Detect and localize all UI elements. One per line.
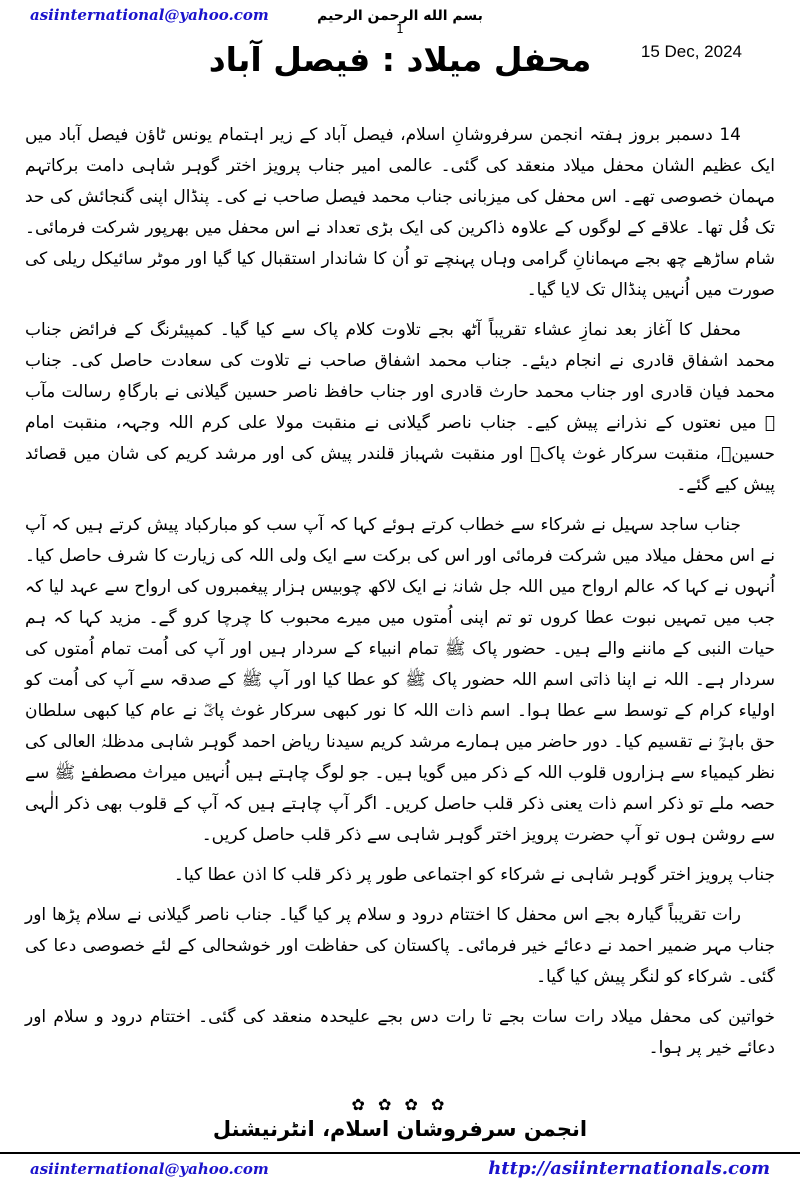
paragraph-5: رات تقریباً گیارہ بجے اس محفل کا اختتام درود و سلام پر کیا گیا۔ جناب ناصر گیلانی نے سلام پڑھا اور جناب مہر ضمیر احمد نے دعائے خیر فرمائی۔ پاکستان کی حفاظت اور خوشحالی کے لئے خصوصی دعا کی گئی۔ شرکاء کو لنگر پیش کیا گیا۔	[25, 905, 775, 987]
paragraph-6: خواتین کی محفل میلاد رات سات بجے تا رات دس بجے علیحدہ منعقد کی گئی۔ اختتام درود و سلام اور دعائے خیر پر ہوا۔	[25, 1007, 775, 1058]
footer-email-link[interactable]: asiinternational@yahoo.com	[30, 1160, 269, 1178]
paragraph-2: محفل کا آغاز بعد نمازِ عشاء تقریباً آٹھ بجے تلاوت کلام پاک سے کیا گیا۔ کمپیئرنگ کے فرائض جناب محمد اشفاق قادری نے انجام دیئے۔ جناب محمد اشفاق صاحب نے تلاوت کی سعادت حاصل کی۔ جناب محمد فیان قادری اور جناب محمد حارث قادری اور جناب حافظ ناصر حسین گیلانی نے بارگاہِ رسالت مآب ﷺ میں نعتوں کے نذرانے پیش کیے۔ جناب ناصر گیلانی نے منقبت مولا علی کرم اللہ وجہہ، منقبت امام حسینؑ، منقبت سرکار غوث پاکؓ اور منقبت شہباز قلندر پیش کی اور مرشد کریم کی شان میں قصائد پیش کیے گئے۔	[25, 320, 775, 495]
bismillah-block	[0, 8, 800, 35]
page-title: محفل میلاد : فیصل آباد	[208, 40, 592, 79]
paragraph-3: جناب ساجد سہیل نے شرکاء سے خطاب کرتے ہوئے کہا کہ آپ سب کو مبارکباد پیش کرتے ہیں کہ آپ نے اس محفل میلاد میں شرکت فرمائی اور اس کی برکت سے ایک ولی اللہ کی زیارت کا شرف حاصل کیا۔ اُنہوں نے کہا کہ عالم ارواح میں اللہ جل شانہٗ نے ایک لاکھ چوبیس ہزار پیغمبروں کی ارواح سے عہد لیا کہ جب میں تمہیں نبوت عطا کروں تو تم اپنی اُمتوں میں میرے محبوب کا چرچا کرو گے۔ مزید کہا کہ ہم حیات النبی کے ماننے والے ہیں۔ حضور پاک ﷺ تمام انبیاء کے سردار ہیں اور آپ کی اُمت تمام اُمتوں کی سردار ہے۔ اللہ نے اپنا ذاتی اسم اللہ حضور پاک ﷺ کو عطا کیا اور آپ ﷺ کے صدقہ سے آپ کی اُمت کو اولیاء کرام کے توسط سے عطا ہوا۔ اسم ذات اللہ کا نور کبھی سرکار غوث پاکؓ نے عام کیا کبھی سلطان حق باہوؒ نے تقسیم کیا۔ دور حاضر میں ہمارے مرشد کریم سیدنا ریاض احمد گوہر شاہی مدظلہٗ العالی کی نظر کیمیاء سے ہزاروں قلوب اللہ کے ذکر میں گویا ہیں۔ جو لوگ چاہتے ہیں اُنہیں میراث مصطفےٰ ﷺ سے حصہ ملے تو ذکر اسم ذات یعنی ذکر قلب حاصل کریں۔ اگر آپ چاہتے ہیں کہ آپ کے قلوب بھی ذکر الٰہی سے روشن ہوں تو آپ حضرت پرویز اختر گوہر شاہی سے ذکر قلب حاصل کریں۔	[25, 515, 775, 845]
article-body	[25, 120, 775, 1073]
footer-website-link[interactable]: http://asiinternationals.com	[488, 1158, 770, 1179]
footer-divider	[0, 1152, 800, 1154]
document-date: 15 Dec, 2024	[640, 42, 742, 61]
paragraph-1: 14 دسمبر بروز ہفتہ انجمن سرفروشانِ اسلام، فیصل آباد کے زیر اہتمام یونس ٹاؤن فیصل آباد میں ایک عظیم الشان محفل میلاد منعقد کی گئی۔ عالمی امیر جناب پرویز اختر گوہر شاہی دامت برکاتہم مہمان خصوصی تھے۔ اس محفل کی میزبانی جناب محمد فیصل صاحب نے کی۔ پنڈال اپنی گنجائش کی حد تک فُل تھا۔ علاقے کے لوگوں کے علاوہ ذاکرین کی ایک بڑی تعداد نے اس محفل میں بھرپور شرکت فرمائی۔ شام ساڑھے چھ بجے مہمانانِ گرامی وہاں پہنچے تو اُن کا شاندار استقبال کیا گیا اور موٹر سائیکل ریلی کی صورت میں اُنہیں پنڈال تک لایا گیا۔	[25, 125, 775, 300]
bismillah-text: بسم الله الرحمن الرحيم	[317, 8, 483, 24]
organization-name: انجمن سرفروشان اسلام، انٹرنیشنل	[212, 1117, 588, 1141]
flower-ornaments-icon: ✿ ✿ ✿ ✿	[351, 1095, 449, 1114]
header-email-link[interactable]: asiinternational@yahoo.com	[30, 6, 269, 24]
page-number: 1	[396, 22, 404, 36]
paragraph-4: جناب پرویز اختر گوہر شاہی نے شرکاء کو اجتماعی طور پر ذکر قلب کا اذن عطا کیا۔	[173, 865, 775, 885]
